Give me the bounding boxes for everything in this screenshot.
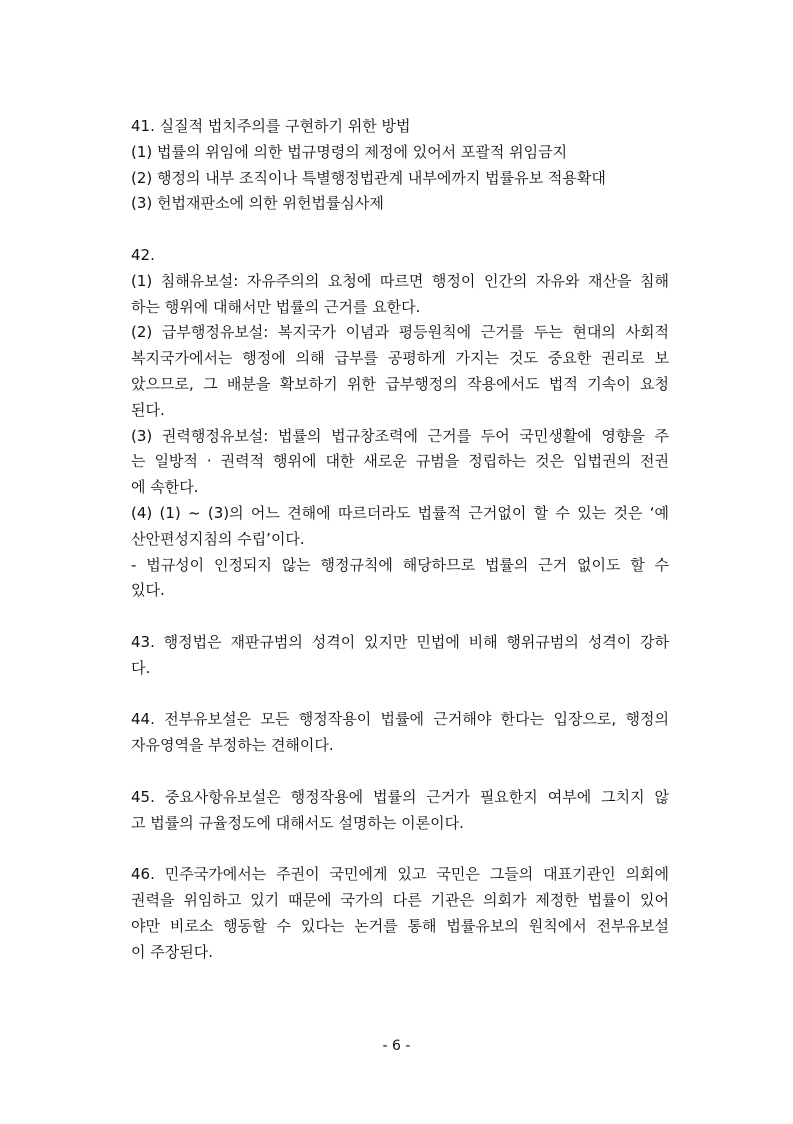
paragraph (131, 320, 669, 423)
text-line: - 법규성이 인정되지 않는 행정규칙에 해당하므로 법률의 근거 없이도 할 수 (131, 555, 669, 574)
text-line: (2) 행정의 내부 조직이나 특별행정법관계 내부에까지 법률유보 적용확대 (131, 168, 606, 187)
text-line: (3) 헌법재판소에 의한 위헌법률심사제 (131, 194, 384, 213)
paragraph (131, 269, 669, 321)
question-block (131, 785, 669, 837)
text-line: 권력을 위임하고 있기 때문에 국가의 다른 기관은 의회가 제정한 법률이 있어 (131, 890, 669, 909)
text-line: 고 법률의 규율정도에 대해서도 설명하는 이론이다. (131, 813, 464, 832)
paragraph (131, 501, 669, 553)
text-line: (2) 급부행정유보설: 복지국가 이념과 평등원칙에 근거를 두는 현대의 사회적 (131, 323, 669, 342)
paragraph (131, 114, 669, 140)
text-line: 았으므로, 그 배분을 확보하기 위한 급부행정의 작용에서도 법적 기속이 요청 (131, 374, 669, 393)
text-line: 46. 민주국가에서는 주권이 국민에게 있고 국민은 그들의 대표기관인 의회에 (131, 865, 669, 884)
text-line: 된다. (131, 400, 165, 419)
text-line: 다. (131, 658, 151, 677)
question-block (131, 114, 669, 217)
question-block (131, 862, 669, 965)
question-block (131, 243, 669, 604)
text-line: 복지국가에서는 행정에 의해 급부를 공평하게 가지는 것도 중요한 권리로 보 (131, 349, 669, 368)
paragraph (131, 243, 669, 269)
paragraph (131, 862, 669, 965)
text-line: 자유영역을 부정하는 견해이다. (131, 736, 334, 755)
text-line: 43. 행정법은 재판규범의 성격이 있지만 민법에 비해 행위규범의 성격이 강하 (131, 632, 669, 651)
text-line: (1) 침해유보설: 자유주의의 요청에 따르면 행정이 인간의 자유와 재산을 침해 (131, 271, 669, 290)
text-line: 44. 전부유보설은 모든 행정작용이 법률에 근거해야 한다는 입장으로, 행정의 (131, 710, 669, 729)
text-line: (3) 권력행정유보설: 법률의 법규창조력에 근거를 두어 국민생활에 영향을 주 (131, 426, 669, 445)
question-block (131, 630, 669, 682)
text-line: 42. (131, 245, 155, 264)
text-line: 야만 비로소 행동할 수 있다는 논거를 통해 법률유보의 원칙에서 전부유보설 (131, 916, 669, 935)
paragraph (131, 191, 669, 217)
paragraph (131, 140, 669, 166)
text-line: 41. 실질적 법치주의를 구현하기 위한 방법 (131, 117, 411, 135)
text-line: 는 일방적 · 권력적 행위에 대한 새로운 규범을 정립하는 것은 입법권의 전권 (131, 452, 669, 471)
text-line: 에 속한다. (131, 478, 199, 497)
paragraph (131, 424, 669, 501)
paragraph (131, 707, 669, 759)
text-line: 있다. (131, 581, 165, 600)
text-line: 산안편성지침의 수립’이다. (131, 529, 305, 548)
page-number: - 6 - (382, 1038, 411, 1054)
paragraph (131, 166, 669, 192)
text-line: (1) 법률의 위임에 의한 법규명령의 제정에 있어서 포괄적 위임금지 (131, 142, 568, 161)
question-block (131, 707, 669, 759)
text-line: (4) (1) ~ (3)의 어느 견해에 따르더라도 법률적 근거없이 할 수 있는 것은 ‘예 (131, 503, 669, 522)
paragraph (131, 553, 669, 605)
paragraph (131, 630, 669, 682)
text-line: 이 주장된다. (131, 942, 213, 961)
paragraph (131, 785, 669, 837)
text-line: 45. 중요사항유보설은 행정작용에 법률의 근거가 필요한지 여부에 그치지 않 (131, 787, 669, 806)
document-body (131, 114, 669, 991)
text-line: 하는 행위에 대해서만 법률의 근거를 요한다. (131, 297, 421, 316)
